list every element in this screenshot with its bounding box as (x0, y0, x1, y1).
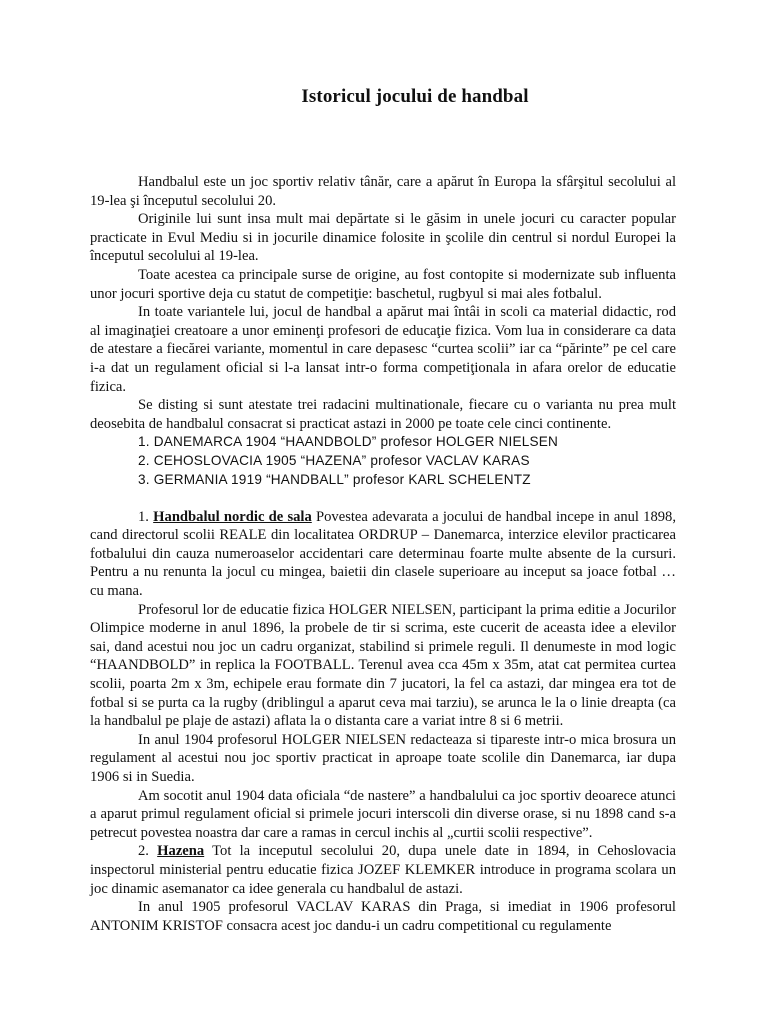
section-text: Povestea adevarata a jocului de handbal incepe in anul 1898, cand directorul scolii REALE din localitatea ORDRUP – Danemarca, interzice elevilor practicarea fotbalului din cauza numeroaselor accidentari care determinau foarte multe absente de la cursuri. Pentru a nu renunta la jocul cu mingea, baietii din clasele superioare au inceput sa joace fotbal … cu mana. (90, 508, 677, 600)
page-title: Istoricul jocului de handbal (301, 86, 529, 107)
section-heading: Hazena (157, 843, 205, 860)
section-number: 1. (138, 508, 149, 525)
list-item: 3. GERMANIA 1919 “HANDBALL” profesor KARL SCHELENTZ (138, 471, 531, 487)
paragraph: Profesorul lor de educatie fizica HOLGER NIELSEN, participant la prima editie a Jocurilor Olimpice moderne in anul 1896, la probele de tir si scrima, este cucerit de aceasta idee a elevilor sai, dand acestui nou joc un cadru organizat, stabilind si primele reguli. Il denumeste in mod logic “HAANDBOLD” in replica la FOOTBALL. Terenul avea cca 45m x 35m, atat cat permitea curtea scolii, poarta 2m x 3m, echipele erau formate din 7 jucatori, la fel ca astazi, dar mingea era tot de fotbal si se purta ca la rugby (driblingul a aparut ceva mai tarziu), se arunca le la o linie dreapta (ca la handbalul pe plaje de astazi) aflata la o distanta care a variat intre 8 si 6 metrii. (90, 601, 676, 730)
paragraph: In anul 1904 profesorul HOLGER NIELSEN redacteaza si tipareste intr-o mica brosura un regulament al acestui nou joc sportiv practicat in aproape toate scolile din Danemarca, iar dupa 1906 si in Suedia. (90, 731, 676, 785)
section-heading: Handbalul nordic de sala (153, 508, 312, 525)
paragraph: Am socotit anul 1904 data oficiala “de nastere” a handbalului ca joc sportiv deoarece atunci a aparut primul regulament oficial si primele jocuri interscoli din diverse orase, si nu 1898 cand s-a petrecut povestea noastra dar care a ramas in cercul inchis al „curtii scolii respective”. (90, 787, 676, 841)
list-item: 2. CEHOSLOVACIA 1905 “HAZENA” profesor VACLAV KARAS (138, 452, 530, 468)
section-number: 2. (138, 843, 149, 860)
list-item: 1. DANEMARCA 1904 “HAANDBOLD” profesor HOLGER NIELSEN (138, 434, 559, 450)
paragraph: Originile lui sunt insa mult mai depărtate si le găsim in unele jocuri cu caracter popular practicate in Evul Mediu si in jocurile dinamice folosite in şcolile din centrul si nordul Europei la începutul secolului al 19-lea. (90, 211, 676, 265)
section-text: Tot la inceputul secolului 20, dupa unele date in 1894, in Cehoslovacia inspectorul ministerial pentru educatie fizica JOZEF KLEMKER introduce in programa scolara un joc dinamic asemanator ca idee generala cu handbalul de astazi. (90, 843, 676, 897)
paragraph: Handbalul este un joc sportiv relativ tânăr, care a apărut în Europa la sfârşitul secolului al 19-lea şi începutul secolului 20. (90, 174, 676, 209)
paragraph: Se disting si sunt atestate trei radacini multinationale, fiecare cu o varianta nu prea mult deosebita de handbalul consacrat si practicat astazi in 2000 pe toate cele cinci continente. (90, 397, 676, 432)
paragraph: In anul 1905 profesorul VACLAV KARAS din Praga, si imediat in 1906 profesorul ANTONIM KRISTOF consacra acest joc dandu-i un cadru competitional cu regulamente (90, 899, 676, 934)
paragraph: In toate variantele lui, jocul de handbal a apărut mai întâi in scoli ca material didactic, rod al imaginaţiei creatoare a unor eminenţi profesori de educaţie fizica. Vom lua in considerare ca data de atestare a fiecărei variante, momentul in care depasesc “curtea scolii” iar ca “părinte” pe cel care i-a dat un regulament oficial si l-a lansat intr-o forma competiţionala in afara orelor de educatie fizica. (90, 304, 676, 395)
document-body (90, 173, 676, 935)
section-paragraph (90, 842, 676, 898)
paragraph: Toate acestea ca principale surse de origine, au fost contopite si modernizate sub influenta unor jocuri sportive deja cu statut de competiţie: baschetul, rugbyul si mai ales fotbalul. (90, 266, 676, 302)
section-paragraph (90, 508, 676, 601)
